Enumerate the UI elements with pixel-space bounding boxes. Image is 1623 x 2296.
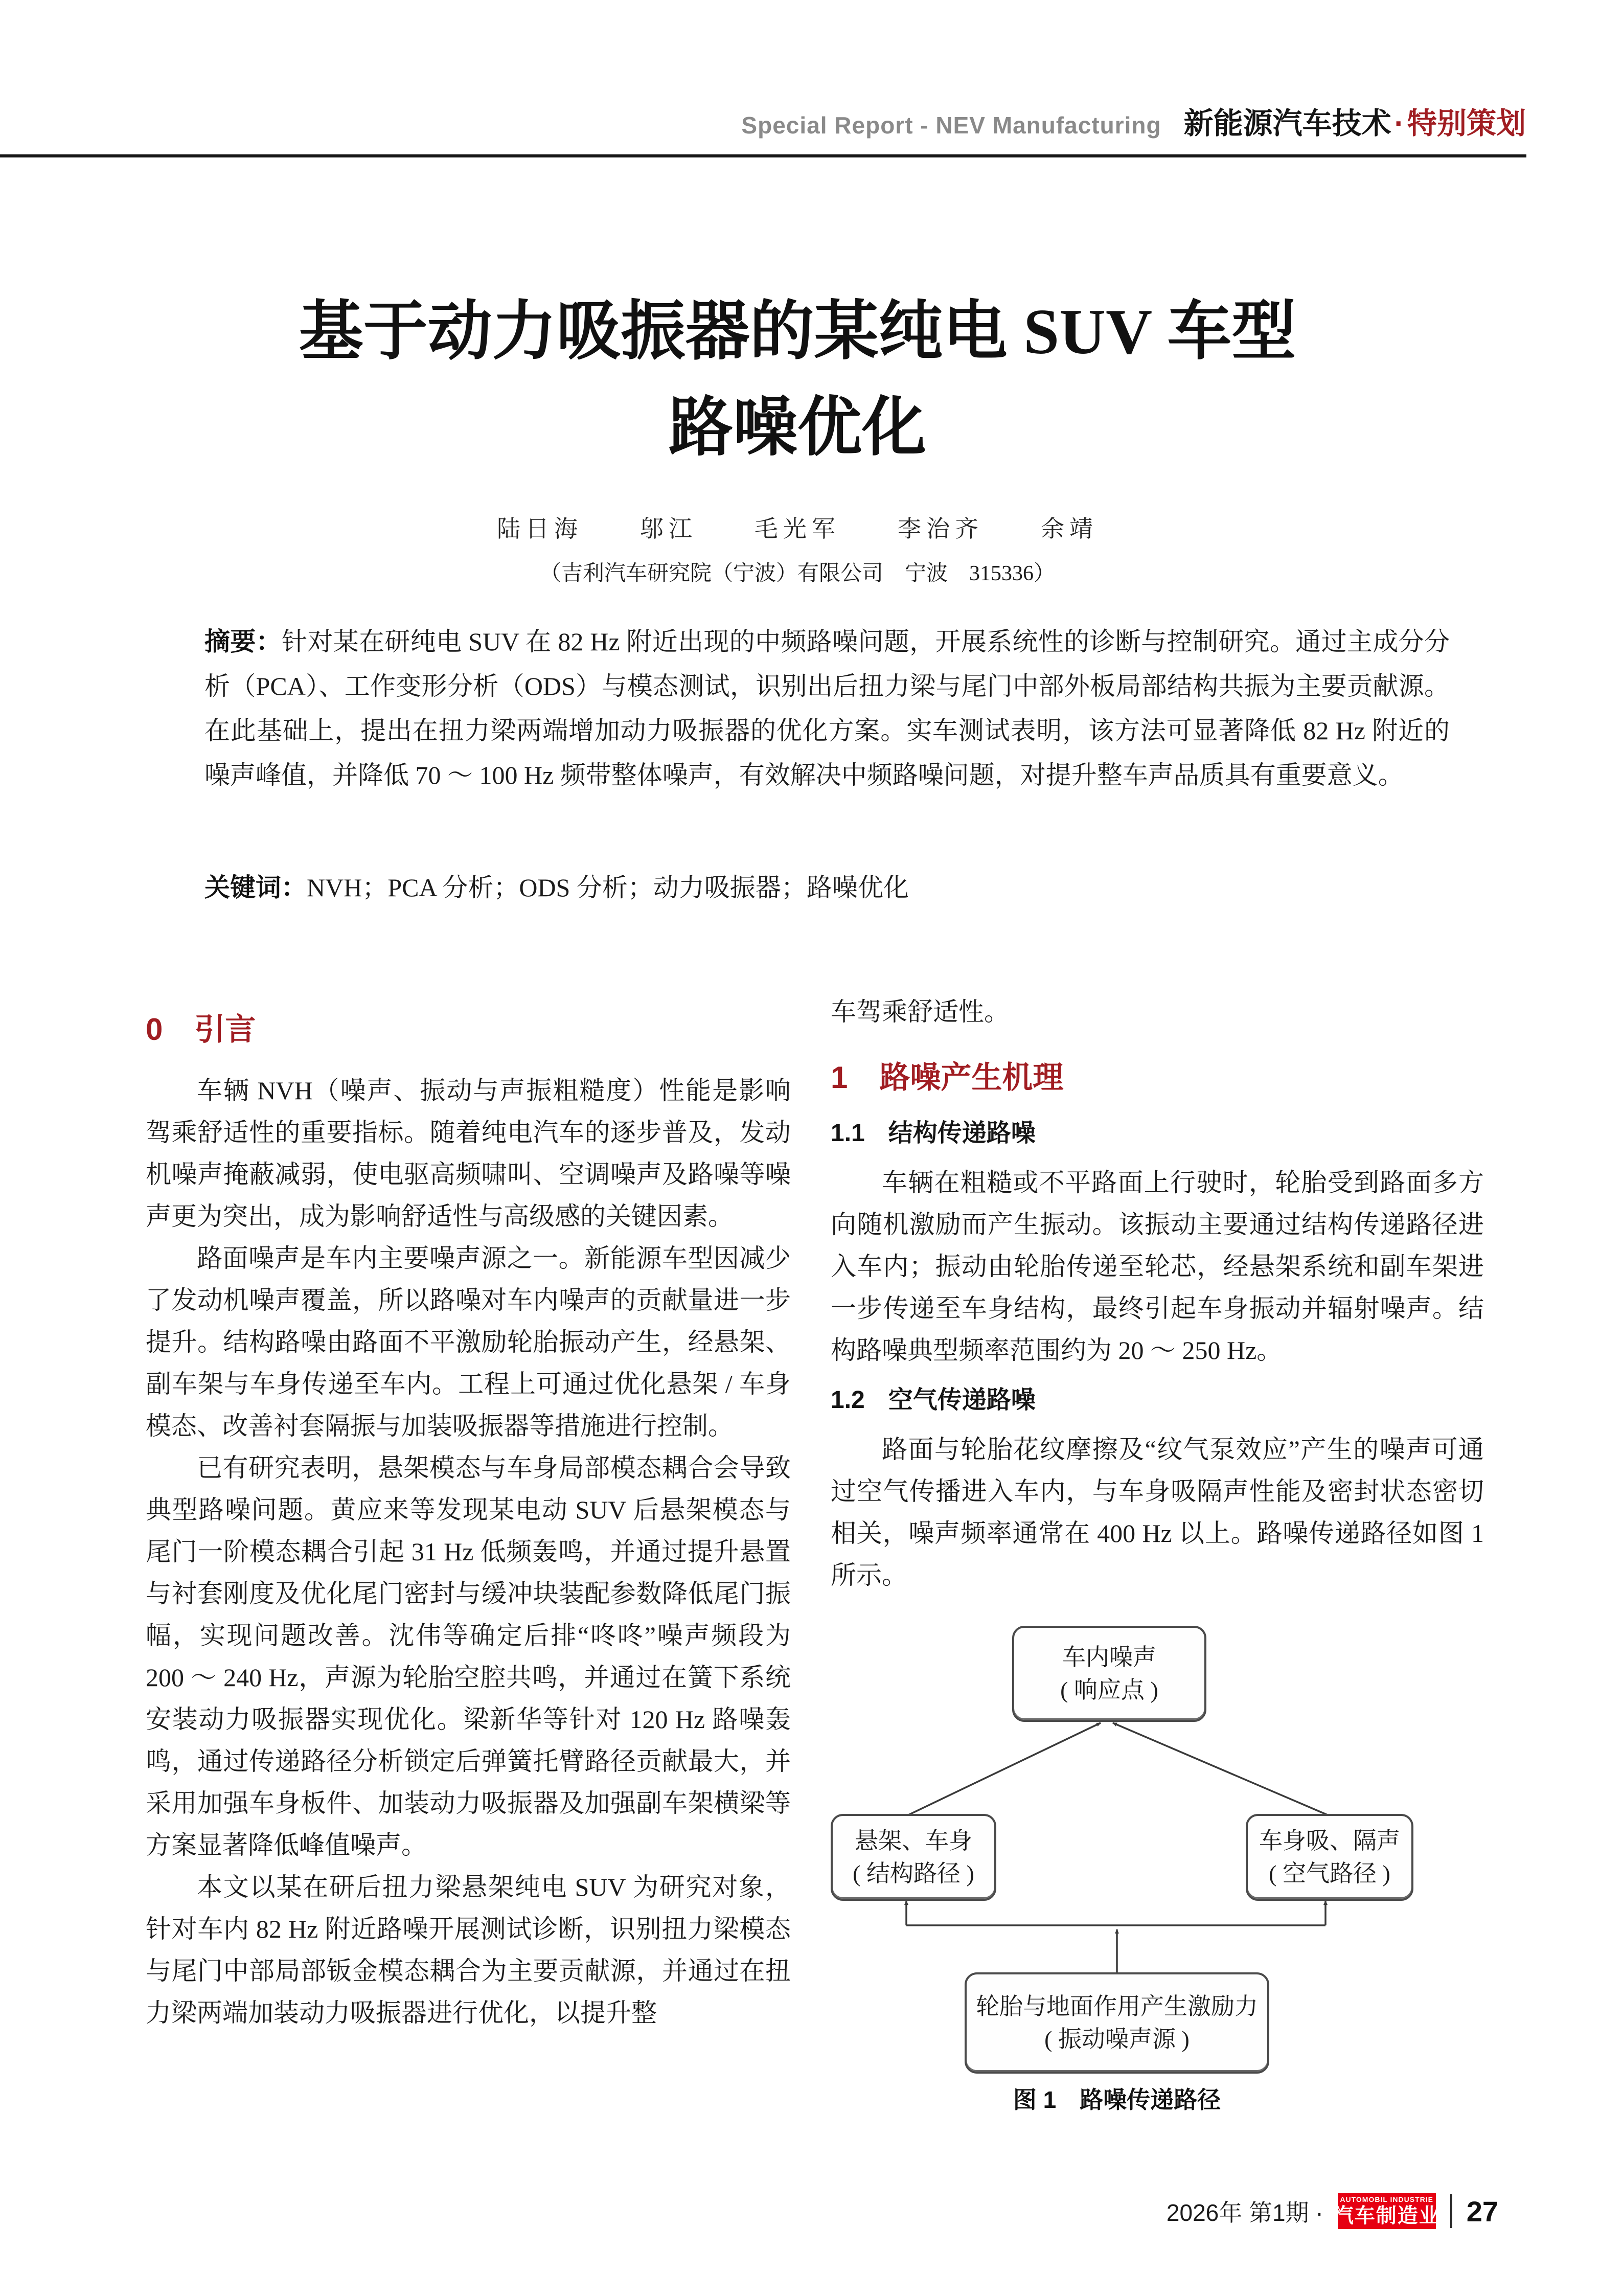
keywords-label: 关键词： [204, 873, 307, 902]
intro-paragraph-1: 车辆 NVH（噪声、振动与声振粗糙度）性能是影响驾乘舒适性的重要指标。随着纯电汽车的逐步普及，发动机噪声掩蔽减弱，使电驱高频啸叫、空调噪声及路噪等噪声更为突出，成为影响舒适性与高级感的关键因素。 [146, 1076, 791, 1231]
column-right [831, 991, 1484, 2113]
node-line: 车内噪声 [1062, 1644, 1156, 1670]
magazine-logo-title: 汽车制造业 [1333, 2204, 1441, 2227]
keywords-text: NVH；PCA 分析；ODS 分析；动力吸振器；路噪优化 [307, 873, 909, 902]
column-category: 新能源汽车技术 [1183, 107, 1391, 140]
magazine-logo [1333, 2193, 1441, 2229]
node-line: ( 空气路径 ) [1269, 1860, 1390, 1886]
abstract-label: 摘要： [204, 627, 282, 656]
page-footer [1167, 2193, 1498, 2229]
intro-continuation: 车驾乘舒适性。 [831, 997, 1010, 1026]
node-excitation-source [965, 1972, 1269, 2074]
section-number: 0 [146, 1012, 163, 1047]
article-title-line1: 基于动力吸振器的某纯电 SUV 车型 [299, 297, 1296, 368]
node-structure-path [831, 1814, 996, 1901]
keywords-block [204, 872, 1450, 903]
intro-paragraph-2: 路面噪声是车内主要噪声源之一。新能源车型因减少了发动机噪声覆盖，所以路噪对车内噪声的贡献量进一步提升。结构路噪由路面不平激励轮胎振动产生，经悬架、副车架与车身传递至车内。工程上可通过优化悬架 / 车身模态、改善衬套隔振与加装吸振器等措施进行控制。 [146, 1244, 791, 1440]
header-rule [0, 154, 1526, 157]
running-head-chinese [1184, 99, 1526, 142]
intro-paragraph-3: 已有研究表明，悬架模态与车身局部模态耦合会导致典型路噪问题。黄应来等发现某电动 SUV 后悬架模态与尾门一阶模态耦合引起 31 Hz 低频轰鸣，并通过提升悬置与衬套刚度及优化尾门密封与缓冲块装配参数降低尾门振幅，实现问题改善。沈伟等确定后排“咚咚”噪声频段为 200 ～ 240 Hz，声源为轮胎空腔共鸣，并通过在簧下系统安装动力吸振器实现优化。梁新华等针对 120 Hz 路噪轰鸣，通过传递路径分析锁定后弹簧托臂路径贡献最大，并采用加强车身板件、加装动力吸振器及加强副车架横梁等方案显著降低峰值噪声。 [146, 1453, 791, 1859]
subsection-title: 空气传递路噪 [888, 1386, 1036, 1414]
magazine-logo-subtitle: AUTOMOBIL INDUSTRIE [1340, 2195, 1433, 2203]
affiliation: （吉利汽车研究院（宁波）有限公司 宁波 315336） [539, 562, 1055, 585]
air-path-paragraph: 路面与轮胎花纹摩擦及“纹气泵效应”产生的噪声可通过空气传播进入车内，与车身吸隔声性能及密封状态密切相关，噪声频率通常在 400 Hz 以上。路噪传递路径如图 1 所示。 [831, 1435, 1484, 1589]
node-line: 轮胎与地面作用产生激励力 [976, 1993, 1258, 2019]
node-line: ( 响应点 ) [1060, 1677, 1158, 1703]
subsection-number: 1.1 [831, 1120, 865, 1147]
section-title: 路噪产生机理 [879, 1060, 1064, 1095]
page-number: 27 [1466, 2195, 1498, 2227]
section-title: 引言 [194, 1012, 256, 1047]
running-head-english: Special Report - NEV Manufacturing [741, 112, 1161, 139]
column-highlight: 特别策划 [1407, 107, 1526, 140]
footer-divider [1450, 2194, 1452, 2228]
issue-info: 2026年 第1期 · [1166, 2199, 1323, 2226]
subsection-number: 1.2 [831, 1386, 865, 1414]
node-line: ( 振动噪声源 ) [1044, 2026, 1190, 2052]
article-title-line2: 路噪优化 [669, 393, 926, 464]
column-left [146, 1011, 791, 2034]
section-heading-intro [146, 1011, 791, 1048]
running-head [741, 99, 1526, 142]
article-title [0, 284, 1595, 476]
structure-path-paragraph: 车辆在粗糙或不平路面上行驶时，轮胎受到路面多方向随机激励而产生振动。该振动主要通过结构传递路径进入车内；振动由轮胎传递至轮芯，经悬架系统和副车架进一步传递至车身结构，最终引起车身振动并辐射噪声。结构路噪典型频率范围约为 20 ～ 250 Hz。 [831, 1168, 1484, 1365]
node-line: 悬架、车身 [855, 1828, 972, 1854]
node-interior-noise [1012, 1626, 1206, 1722]
subsection-title: 结构传递路噪 [888, 1120, 1036, 1147]
figure-1-diagram [831, 1620, 1484, 2113]
figure-1-caption: 图 1 路噪传递路径 [1013, 2086, 1221, 2113]
subsection-heading-1-2 [831, 1384, 1484, 1416]
section-number: 1 [831, 1060, 848, 1095]
section-heading-mechanism [831, 1059, 1484, 1096]
dot-separator: · [1394, 107, 1404, 140]
node-line: 车身吸、隔声 [1259, 1828, 1400, 1854]
abstract-text: 针对某在研纯电 SUV 在 82 Hz 附近出现的中频路噪问题，开展系统性的诊断与控制研究。通过主成分分析（PCA）、工作变形分析（ODS）与模态测试，识别出后扭力梁与尾门中部外板局部结构共振为主要贡献源。在此基础上，提出在扭力梁两端增加动力吸振器的优化方案。实车测试表明，该方法可显著降低 82 Hz 附近的噪声峰值，并降低 70 ～ 100 Hz 频带整体噪声，有效解决中频路噪问题，对提升整车声品质具有重要意义。 [204, 627, 1450, 789]
subsection-heading-1-1 [831, 1118, 1484, 1149]
node-air-path [1246, 1814, 1413, 1901]
abstract-block [204, 620, 1450, 798]
intro-paragraph-4: 本文以某在研后扭力梁悬架纯电 SUV 为研究对象，针对车内 82 Hz 附近路噪开展测试诊断，识别扭力梁模态与尾门中部局部钣金模态耦合为主要贡献源，并通过在扭力梁两端加装动力吸振器进行优化，以提升整 [146, 1873, 791, 2027]
node-line: ( 结构路径 ) [853, 1860, 974, 1886]
author-list: 陆日海 邬江 毛光军 李治齐 余靖 [497, 516, 1098, 542]
